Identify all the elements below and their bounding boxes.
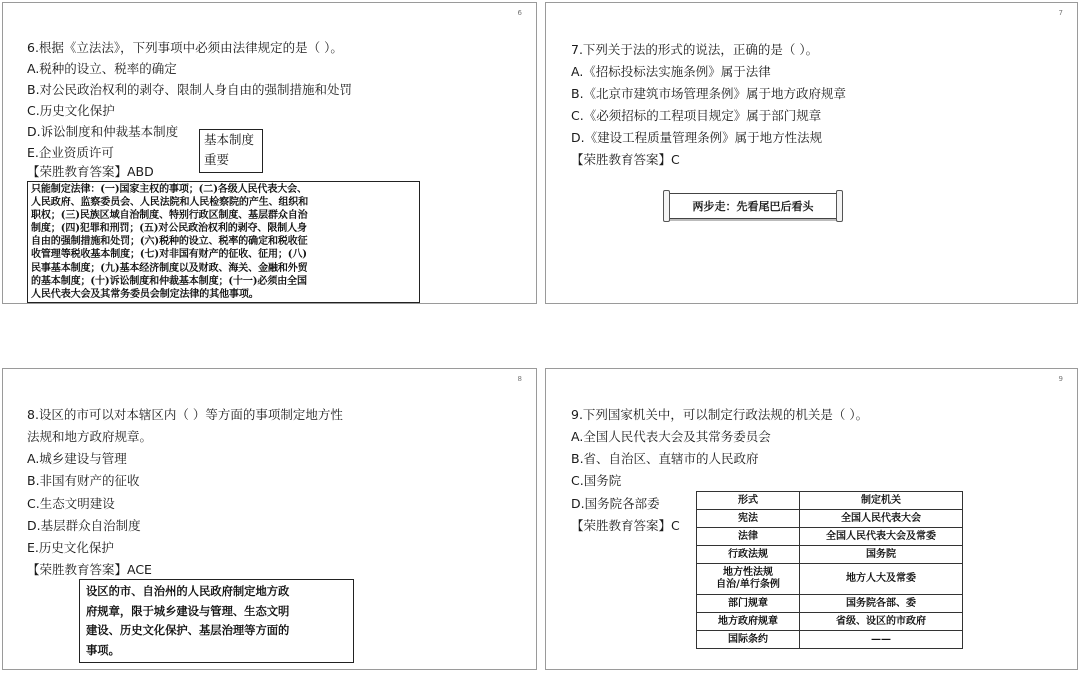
- page-number: 7: [1058, 9, 1063, 17]
- table-row: [697, 528, 963, 546]
- table-row: [697, 595, 963, 613]
- table-cell: 全国人民代表大会及常委: [800, 528, 963, 546]
- answer-text: 【荣胜教育答案】ABD: [27, 164, 154, 179]
- table-cell: 行政法规: [697, 546, 800, 564]
- note-tag-line: 基本制度: [204, 132, 255, 147]
- answer-text: 【荣胜教育答案】ACE: [27, 562, 152, 577]
- table-cell: 省级、设区的市政府: [800, 613, 963, 631]
- option-c: C.生态文明建设: [27, 496, 115, 511]
- answer-text: 【荣胜教育答案】C: [571, 518, 680, 533]
- option-a: A.税种的设立、税率的确定: [27, 61, 177, 76]
- memo-line: 府规章，限于城乡建设与管理、生态文明: [86, 603, 290, 618]
- option-b: B.省、自治区、直辖市的人民政府: [571, 451, 759, 466]
- page-number: 9: [1058, 375, 1063, 383]
- table-row: [697, 564, 963, 595]
- table-cell: 地方政府规章: [697, 613, 800, 631]
- slide-9: [545, 368, 1078, 670]
- table-header-cell: 制定机关: [800, 492, 963, 510]
- table-row: [697, 613, 963, 631]
- table-cell: ——: [800, 631, 963, 649]
- option-d: D.基层群众自治制度: [27, 518, 141, 533]
- memo-line: 职权；(三)民族区域自治制度、特别行政区制度、基层群众自治: [31, 210, 308, 222]
- table-cell: [697, 564, 800, 595]
- table-row: [697, 546, 963, 564]
- table-header-row: [697, 492, 963, 510]
- memo-line: 收管理等税收基本制度；(七)对非国有财产的征收、征用；(八): [31, 249, 307, 261]
- law-forms-table: [696, 491, 963, 649]
- memo-line: 人民代表大会及其常务委员会制定法律的其他事项。: [31, 288, 259, 300]
- table-cell-line: 自治/单行条例: [716, 579, 780, 590]
- memo-line: 设区的市、自治州的人民政府制定地方政: [86, 584, 290, 598]
- memo-line: 人民政府、监察委员会、人民法院和人民检察院的产生、组织和: [31, 197, 309, 209]
- option-d: D.国务院各部委: [571, 496, 660, 511]
- table-row: [697, 631, 963, 649]
- table-cell-line: 地方性法规: [723, 567, 773, 578]
- option-d: D.诉讼制度和仲裁基本制度: [27, 124, 179, 139]
- page-number: 6: [517, 9, 522, 17]
- tip-scroll: 两步走：先看尾巴后看头: [666, 193, 840, 219]
- option-a: A.城乡建设与管理: [27, 451, 127, 466]
- question-text-line-1: 8.设区的市可以对本辖区内（ ）等方面的事项制定地方性: [27, 407, 343, 422]
- slide-6: [2, 2, 537, 304]
- table-header-cell: 形式: [697, 492, 800, 510]
- option-e: E.历史文化保护: [27, 540, 114, 555]
- memo-line: 事项。: [86, 642, 120, 657]
- table-cell: 法律: [697, 528, 800, 546]
- question-text-line-2: 法规和地方政府规章。: [27, 429, 153, 444]
- memo-line: 建设、历史文化保护、基层治理等方面的: [86, 623, 290, 638]
- option-e: E.企业资质许可: [27, 145, 114, 160]
- note-tag: [199, 129, 263, 173]
- table-cell: 宪法: [697, 510, 800, 528]
- option-c: C.《必须招标的工程项目规定》属于部门规章: [571, 108, 822, 123]
- table-cell: 国际条约: [697, 631, 800, 649]
- memo-line: 的基本制度；(十)诉讼制度和仲裁基本制度；(十一)必须由全国: [31, 275, 307, 287]
- option-b: B.《北京市建筑市场管理条例》属于地方政府规章: [571, 86, 847, 101]
- option-a: A.全国人民代表大会及其常务委员会: [571, 429, 771, 444]
- option-b: B.对公民政治权利的剥夺、限制人身自由的强制措施和处罚: [27, 82, 353, 97]
- memo-box: [27, 181, 420, 303]
- question-text: 9.下列国家机关中，可以制定行政法规的机关是（ ）。: [571, 407, 869, 422]
- memo-line: 自由的强制措施和处罚；(六)税种的设立、税率的确定和税收征: [31, 236, 308, 248]
- option-c: C.历史文化保护: [27, 103, 115, 118]
- table-cell: 部门规章: [697, 595, 800, 613]
- memo-box: [79, 579, 354, 663]
- answer-text: 【荣胜教育答案】C: [571, 152, 680, 167]
- question-text: 6.根据《立法法》，下列事项中必须由法律规定的是（ ）。: [27, 40, 343, 55]
- table-row: [697, 510, 963, 528]
- table-cell: 国务院各部、委: [800, 595, 963, 613]
- memo-line: 制度；(四)犯罪和刑罚；(五)对公民政治权利的剥夺、限制人身: [31, 223, 307, 235]
- slide-7: [545, 2, 1078, 304]
- table-cell: 国务院: [800, 546, 963, 564]
- option-c: C.国务院: [571, 473, 622, 488]
- option-b: B.非国有财产的征收: [27, 473, 140, 488]
- slide-8: [2, 368, 537, 670]
- note-tag-line: 重要: [204, 152, 230, 167]
- table-cell: 地方人大及常委: [800, 564, 963, 595]
- table-cell: 全国人民代表大会: [800, 510, 963, 528]
- page-number: 8: [517, 375, 522, 383]
- option-a: A.《招标投标法实施条例》属于法律: [571, 64, 771, 79]
- memo-line: 只能制定法律：(一)国家主权的事项；(二)各级人民代表大会、: [31, 184, 307, 195]
- memo-line: 民事基本制度；(九)基本经济制度以及财政、海关、金融和外贸: [31, 262, 308, 274]
- question-text: 7.下列关于法的形式的说法，正确的是（ ）。: [571, 42, 819, 57]
- option-d: D.《建设工程质量管理条例》属于地方性法规: [571, 130, 823, 145]
